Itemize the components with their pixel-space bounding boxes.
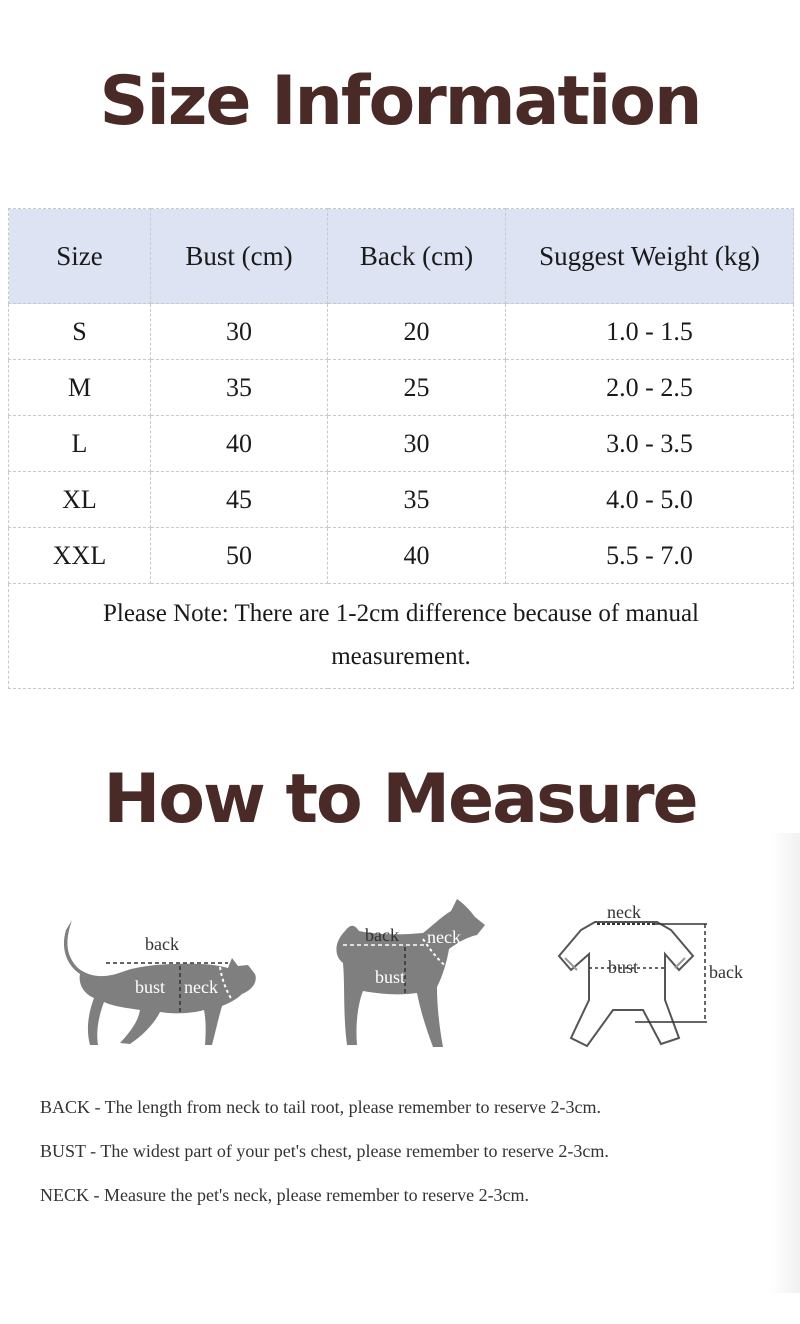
cell-weight: 2.0 - 2.5 bbox=[506, 360, 794, 416]
garment-measure-diagram bbox=[555, 900, 755, 1050]
size-information-title: Size Information bbox=[99, 62, 701, 141]
header-suggest-weight: Suggest Weight (kg) bbox=[506, 209, 794, 304]
cell-back: 40 bbox=[328, 528, 506, 584]
cell-bust: 40 bbox=[151, 416, 328, 472]
cell-weight: 3.0 - 3.5 bbox=[506, 416, 794, 472]
cell-weight: 1.0 - 1.5 bbox=[506, 304, 794, 360]
edge-shadow bbox=[770, 833, 800, 1293]
table-row bbox=[9, 416, 794, 472]
back-description: BACK - The length from neck to tail root, please remember to reserve 2-3cm. bbox=[40, 1097, 601, 1117]
header-bust: Bust (cm) bbox=[151, 209, 328, 304]
measurement-note: Please Note: There are 1-2cm difference because of manual measurement. bbox=[9, 584, 794, 689]
header-back: Back (cm) bbox=[328, 209, 506, 304]
garment-bust-label: bust bbox=[608, 957, 639, 977]
table-header-row bbox=[9, 209, 794, 304]
cat-neck-label: neck bbox=[184, 977, 218, 997]
dog-neck-label: neck bbox=[427, 927, 461, 947]
cell-size: L bbox=[9, 416, 151, 472]
bust-description: BUST - The widest part of your pet's chest, please remember to reserve 2-3cm. bbox=[40, 1141, 609, 1161]
how-to-measure-title: How to Measure bbox=[103, 760, 697, 839]
size-chart-table bbox=[8, 208, 794, 689]
cell-size: XXL bbox=[9, 528, 151, 584]
cell-weight: 4.0 - 5.0 bbox=[506, 472, 794, 528]
cell-back: 35 bbox=[328, 472, 506, 528]
table-row bbox=[9, 472, 794, 528]
table-row bbox=[9, 304, 794, 360]
header-size: Size bbox=[9, 209, 151, 304]
garment-back-label: back bbox=[709, 962, 743, 982]
cell-back: 25 bbox=[328, 360, 506, 416]
cat-bust-label: bust bbox=[135, 977, 166, 997]
garment-neck-label: neck bbox=[607, 902, 641, 922]
cell-bust: 35 bbox=[151, 360, 328, 416]
cell-bust: 45 bbox=[151, 472, 328, 528]
cell-size: M bbox=[9, 360, 151, 416]
table-row bbox=[9, 528, 794, 584]
table-row bbox=[9, 360, 794, 416]
neck-description: NECK - Measure the pet's neck, please remember to reserve 2-3cm. bbox=[40, 1185, 530, 1205]
table-note-row bbox=[9, 584, 794, 689]
dog-silhouette-icon bbox=[325, 895, 490, 1055]
garment-outline-icon bbox=[555, 900, 755, 1050]
cell-bust: 50 bbox=[151, 528, 328, 584]
cell-back: 20 bbox=[328, 304, 506, 360]
dog-back-label: back bbox=[365, 925, 399, 945]
cat-silhouette-icon bbox=[60, 910, 265, 1055]
cell-bust: 30 bbox=[151, 304, 328, 360]
cell-weight: 5.5 - 7.0 bbox=[506, 528, 794, 584]
dog-bust-label: bust bbox=[375, 967, 406, 987]
cell-size: S bbox=[9, 304, 151, 360]
cell-back: 30 bbox=[328, 416, 506, 472]
cell-size: XL bbox=[9, 472, 151, 528]
cat-measure-diagram bbox=[60, 910, 265, 1055]
cat-back-label: back bbox=[145, 934, 179, 954]
dog-measure-diagram bbox=[325, 895, 490, 1055]
